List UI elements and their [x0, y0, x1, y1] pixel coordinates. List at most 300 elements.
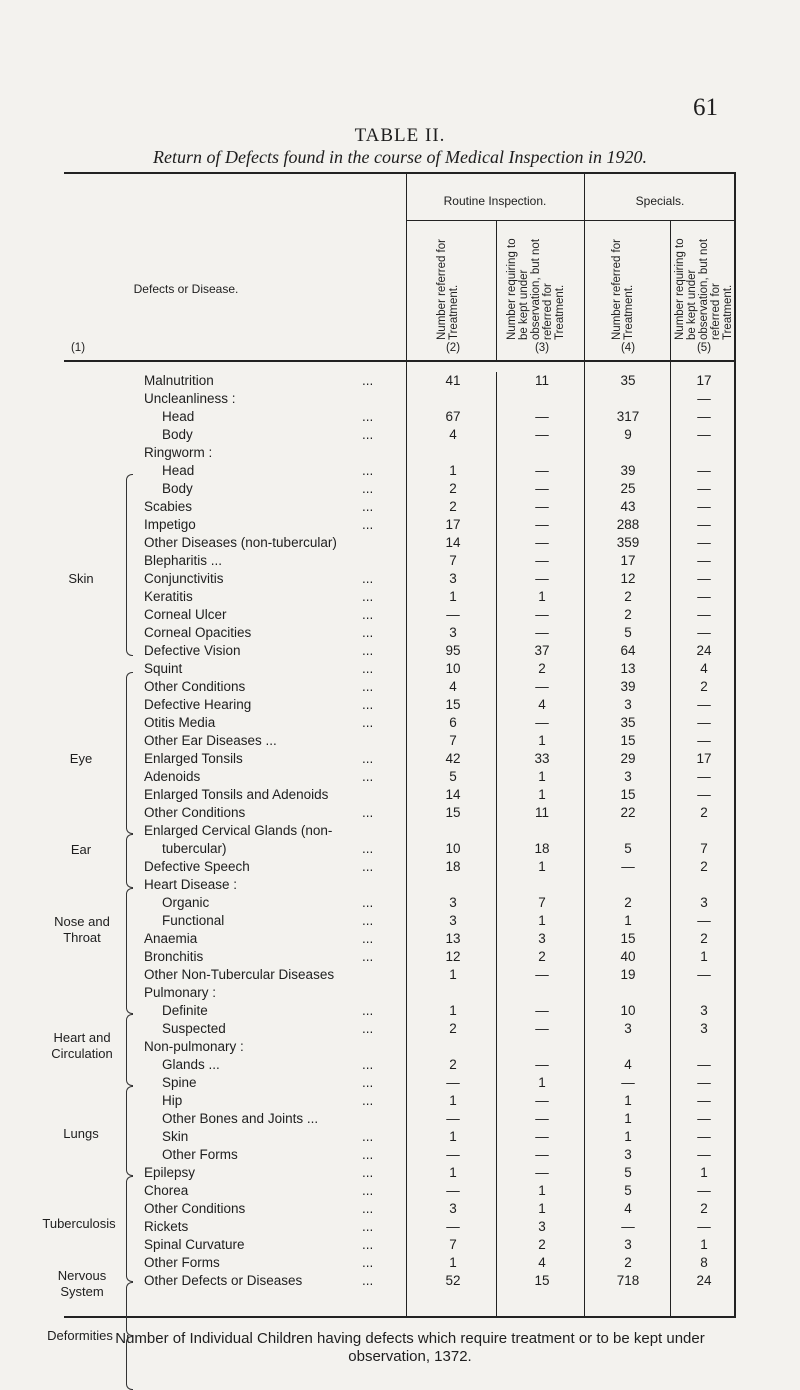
row-label: Body	[162, 427, 193, 442]
cell-c4: 4	[624, 1057, 632, 1072]
cell-c4: 3	[624, 1147, 632, 1162]
row-label: Bronchitis	[144, 949, 204, 964]
cell-c3: 1	[538, 1201, 546, 1216]
group-eye: Eye	[69, 751, 93, 766]
cell-c3: —	[535, 571, 549, 586]
table-row	[66, 822, 736, 840]
row-label: Rickets	[144, 1219, 189, 1234]
leader-dots: ...	[362, 751, 374, 766]
row-label: Definite	[162, 1003, 208, 1018]
cell-c5: —	[697, 967, 711, 982]
leader-dots: ...	[362, 1165, 374, 1180]
table-row	[66, 588, 736, 606]
leader-dots: ...	[362, 859, 374, 874]
cell-c5: —	[697, 1075, 711, 1090]
leader-dots: ...	[362, 589, 374, 604]
row-label: Conjunctivitis	[144, 571, 224, 586]
cell-c3: 4	[538, 697, 546, 712]
row-label: Corneal Ulcer	[144, 607, 227, 622]
cell-c5: —	[697, 625, 711, 640]
row-label: Hip	[162, 1093, 183, 1108]
bottom-rule	[64, 1316, 736, 1318]
leader-dots: ...	[362, 1201, 374, 1216]
row-label: Squint	[144, 661, 183, 676]
cell-c3: 7	[538, 895, 546, 910]
row-label: Adenoids	[144, 769, 201, 784]
table-row	[66, 984, 736, 1002]
cell-c5: 3	[700, 1021, 708, 1036]
table-row	[66, 1200, 736, 1218]
table-row	[66, 1092, 736, 1110]
row-label: Other Ear Diseases ...	[144, 733, 277, 748]
cell-c3: —	[535, 679, 549, 694]
table-row	[66, 768, 736, 786]
cell-c5: —	[697, 913, 711, 928]
table-row	[66, 1020, 736, 1038]
leader-dots: ...	[362, 1057, 374, 1072]
cell-c4: 5	[624, 1183, 632, 1198]
leader-dots: ...	[362, 1183, 374, 1198]
cell-c4: —	[621, 859, 635, 874]
table-row	[66, 480, 736, 498]
cell-c5: 1	[700, 1165, 708, 1180]
cell-c2: 1	[449, 1129, 457, 1144]
cell-c4: —	[621, 1219, 635, 1234]
row-label: Uncleanliness :	[144, 391, 236, 406]
cell-c3: 11	[534, 805, 549, 820]
cell-c5: 8	[700, 1255, 708, 1270]
table-row	[66, 966, 736, 984]
cell-c4: 3	[624, 697, 632, 712]
leader-dots: ...	[362, 1075, 374, 1090]
leader-dots: ...	[362, 607, 374, 622]
cell-c3: 4	[538, 1255, 546, 1270]
cell-c5: —	[697, 499, 711, 514]
cell-c5: 1	[700, 949, 708, 964]
cell-c3: —	[535, 1093, 549, 1108]
cell-c5: —	[697, 1219, 711, 1234]
group-skin: Skin	[68, 571, 94, 586]
table-row	[66, 876, 736, 894]
cell-c3: 1	[538, 787, 546, 802]
group-nervous-line2: System	[60, 1284, 104, 1299]
cell-c3: —	[535, 1111, 549, 1126]
cell-c2: 52	[445, 1273, 461, 1288]
cell-c3: —	[535, 517, 549, 532]
leader-dots: ...	[362, 913, 374, 928]
leader-dots: ...	[362, 625, 374, 640]
cell-c2: —	[446, 1183, 460, 1198]
cell-c4: 2	[624, 607, 632, 622]
table-row	[66, 372, 736, 390]
leader-dots: ...	[362, 679, 374, 694]
leader-dots: ...	[362, 643, 374, 658]
cell-c3: 2	[538, 1237, 546, 1252]
cell-c2: 2	[449, 1021, 457, 1036]
col4-header: Number referred for Treatment.	[611, 239, 635, 340]
table-row	[66, 1182, 736, 1200]
cell-c3: 3	[538, 1219, 546, 1234]
table-row	[66, 912, 736, 930]
cell-c3: 1	[538, 769, 546, 784]
cell-c4: 64	[620, 643, 636, 658]
row-label: Anaemia	[144, 931, 198, 946]
leader-dots: ...	[362, 1219, 374, 1234]
leader-dots: ...	[362, 931, 374, 946]
leader-dots: ...	[362, 517, 374, 532]
cell-c5: 17	[696, 751, 712, 766]
row-label: Defective Speech	[144, 859, 250, 874]
table-row	[66, 696, 736, 714]
col3-number: (3)	[534, 342, 550, 354]
row-label: Pulmonary :	[144, 985, 217, 1000]
cell-c5: —	[697, 535, 711, 550]
table-row	[66, 1110, 736, 1128]
group-nervous-line1: Nervous	[57, 1268, 107, 1283]
col2-number: (2)	[445, 342, 461, 354]
leader-dots: ...	[362, 1129, 374, 1144]
cell-c3: 2	[538, 949, 546, 964]
cell-c5: 24	[696, 643, 712, 658]
row-label: Glands ...	[162, 1057, 220, 1072]
table-row	[66, 1254, 736, 1272]
table-title: TABLE II.	[354, 125, 446, 146]
cell-c5: —	[697, 1183, 711, 1198]
cell-c4: 15	[620, 931, 636, 946]
cell-c3: —	[535, 1147, 549, 1162]
cell-c3: 11	[534, 373, 549, 388]
cell-c4: 1	[624, 1129, 632, 1144]
leader-dots: ...	[362, 427, 374, 442]
table-row	[66, 444, 736, 462]
table-row	[66, 624, 736, 642]
cell-c4: 12	[620, 571, 636, 586]
cell-c5: —	[697, 427, 711, 442]
table-row	[66, 678, 736, 696]
leader-dots: ...	[362, 1255, 374, 1270]
col4-number: (4)	[620, 342, 636, 354]
row-label: Other Bones and Joints ...	[162, 1111, 319, 1126]
row-label: Corneal Opacities	[144, 625, 252, 640]
cell-c4: 15	[620, 733, 636, 748]
cell-c4: 25	[620, 481, 636, 496]
row-label: Impetigo	[144, 517, 196, 532]
row-label: Malnutrition	[144, 373, 214, 388]
cell-c2: 1	[449, 1003, 457, 1018]
row-label: Defective Vision	[144, 643, 241, 658]
col1-number: (1)	[70, 342, 86, 354]
cell-c4: 1	[624, 1093, 632, 1108]
group-heart-line1: Heart and	[53, 1030, 111, 1045]
cell-c2: 13	[445, 931, 461, 946]
cell-c3: —	[535, 607, 549, 622]
cell-c4: 359	[616, 535, 640, 550]
row-label: tubercular)	[162, 841, 227, 856]
table-row	[66, 516, 736, 534]
cell-c4: 13	[620, 661, 636, 676]
leader-dots: ...	[362, 1003, 374, 1018]
cell-c3: —	[535, 481, 549, 496]
table-row	[66, 804, 736, 822]
cell-c2: 3	[449, 895, 457, 910]
cell-c5: —	[697, 1093, 711, 1108]
cell-c5: 7	[700, 841, 708, 856]
row-label: Scabies	[144, 499, 193, 514]
table-row	[66, 858, 736, 876]
table-row	[66, 660, 736, 678]
table-row	[66, 570, 736, 588]
row-label: Enlarged Tonsils and Adenoids	[144, 787, 329, 802]
table-row	[66, 642, 736, 660]
leader-dots: ...	[362, 409, 374, 424]
cell-c5: 2	[700, 679, 708, 694]
row-label: Skin	[162, 1129, 189, 1144]
cell-c2: 3	[449, 1201, 457, 1216]
cell-c2: 95	[445, 643, 461, 658]
cell-c3: 3	[538, 931, 546, 946]
leader-dots: ...	[362, 499, 374, 514]
cell-c3: —	[535, 1057, 549, 1072]
cell-c3: —	[535, 1003, 549, 1018]
row-label: Spinal Curvature	[144, 1237, 245, 1252]
cell-c3: —	[535, 409, 549, 424]
leader-dots: ...	[362, 373, 374, 388]
cell-c3: 1	[538, 859, 546, 874]
cell-c5: —	[697, 1129, 711, 1144]
cell-c2: 15	[445, 805, 461, 820]
cell-c4: 5	[624, 841, 632, 856]
cell-c2: 42	[445, 751, 461, 766]
table-row	[66, 1236, 736, 1254]
cell-c3: —	[535, 1165, 549, 1180]
leader-dots: ...	[362, 1093, 374, 1108]
cell-c2: 5	[449, 769, 457, 784]
row-label: Other Forms	[162, 1147, 238, 1162]
cell-c4: 4	[624, 1201, 632, 1216]
cell-c4: 2	[624, 589, 632, 604]
cell-c2: —	[446, 1075, 460, 1090]
cell-c2: 4	[449, 427, 457, 442]
cell-c2: —	[446, 1111, 460, 1126]
cell-c5: —	[697, 481, 711, 496]
table-row	[66, 1218, 736, 1236]
leader-dots: ...	[362, 697, 374, 712]
row-label: Suspected	[162, 1021, 226, 1036]
group-nose-throat-line2: Throat	[63, 930, 101, 945]
row-label: Keratitis	[144, 589, 193, 604]
leader-dots: ...	[362, 949, 374, 964]
cell-c5: 2	[700, 1201, 708, 1216]
row-label: Blepharitis ...	[144, 553, 223, 568]
cell-c3: 1	[538, 733, 546, 748]
cell-c4: 39	[620, 679, 636, 694]
cell-c5: —	[697, 1057, 711, 1072]
cell-c5: —	[697, 769, 711, 784]
cell-c3: —	[535, 535, 549, 550]
cell-c2: 1	[449, 463, 457, 478]
col-rule-2	[496, 220, 497, 360]
cell-c4: 43	[620, 499, 636, 514]
table-row	[66, 930, 736, 948]
specials-header: Specials.	[635, 194, 685, 208]
cell-c4: 3	[624, 769, 632, 784]
cell-c4: 19	[620, 967, 636, 982]
cell-c4: 10	[620, 1003, 636, 1018]
cell-c5: 2	[700, 859, 708, 874]
table-row	[66, 1128, 736, 1146]
row-label: Chorea	[144, 1183, 189, 1198]
cell-c5: —	[697, 391, 711, 406]
table-row	[66, 750, 736, 768]
row-label: Head	[162, 463, 195, 478]
cell-c4: 5	[624, 1165, 632, 1180]
table-row	[66, 840, 736, 858]
row-label: Otitis Media	[144, 715, 216, 730]
row-label: Other Conditions	[144, 805, 246, 820]
cell-c3: 18	[534, 841, 550, 856]
cell-c5: —	[697, 1111, 711, 1126]
table-row	[66, 1038, 736, 1056]
table-row	[66, 1056, 736, 1074]
cell-c5: —	[697, 697, 711, 712]
cell-c2: 10	[445, 661, 461, 676]
table-row	[66, 1272, 736, 1290]
row-label: Body	[162, 481, 193, 496]
cell-c2: 3	[449, 571, 457, 586]
cell-c4: 40	[620, 949, 636, 964]
group-heart-line2: Circulation	[51, 1046, 113, 1061]
cell-c2: 7	[449, 1237, 457, 1252]
table-row	[66, 552, 736, 570]
leader-dots: ...	[362, 571, 374, 586]
row-label: Heart Disease :	[144, 877, 238, 892]
cell-c3: —	[535, 715, 549, 730]
table-row	[66, 1164, 736, 1182]
table-row	[66, 408, 736, 426]
cell-c2: 1	[449, 1093, 457, 1108]
cell-c2: —	[446, 607, 460, 622]
table-row	[66, 786, 736, 804]
header-rule	[64, 360, 736, 362]
cell-c5: —	[697, 409, 711, 424]
row-label: Defective Hearing	[144, 697, 252, 712]
row-label: Non-pulmonary :	[144, 1039, 244, 1054]
cell-c2: 67	[445, 409, 461, 424]
cell-c2: 12	[445, 949, 461, 964]
leader-dots: ...	[362, 769, 374, 784]
brace-nervous	[126, 1282, 133, 1336]
cell-c3: —	[535, 463, 549, 478]
cell-c4: 3	[624, 1021, 632, 1036]
row-label: Ringworm :	[144, 445, 213, 460]
cell-c3: 37	[534, 643, 550, 658]
row-label: Epilepsy	[144, 1165, 196, 1180]
page-number: 61	[693, 94, 718, 121]
cell-c3: —	[535, 499, 549, 514]
cell-c4: 35	[620, 715, 636, 730]
cell-c2: 41	[445, 373, 461, 388]
cell-c3: —	[535, 1129, 549, 1144]
cell-c2: 1	[449, 967, 457, 982]
cell-c2: 1	[449, 1165, 457, 1180]
cell-c3: 1	[538, 1075, 546, 1090]
cell-c5: 1	[700, 1237, 708, 1252]
cell-c4: 1	[624, 1111, 632, 1126]
cell-c3: —	[535, 427, 549, 442]
cell-c5: —	[697, 715, 711, 730]
cell-c4: —	[621, 1075, 635, 1090]
cell-c3: —	[535, 1021, 549, 1036]
cell-c4: 1	[624, 913, 632, 928]
cell-c3: 1	[538, 589, 546, 604]
defects-table	[42, 172, 736, 1343]
row-label: Other Non-Tubercular Diseases	[144, 967, 335, 982]
cell-c5: 2	[700, 805, 708, 820]
cell-c2: 7	[449, 733, 457, 748]
cell-c2: 2	[449, 499, 457, 514]
row-label: Organic	[162, 895, 210, 910]
cell-c4: 35	[620, 373, 636, 388]
cell-c2: 17	[445, 517, 461, 532]
cell-c2: —	[446, 1147, 460, 1162]
defects-header: Defects or Disease.	[133, 282, 239, 296]
cell-c3: —	[535, 967, 549, 982]
cell-c4: 39	[620, 463, 636, 478]
leader-dots: ...	[362, 1273, 374, 1288]
col5-number: (5)	[696, 342, 712, 354]
routine-header: Routine Inspection.	[443, 194, 547, 208]
table-row	[66, 606, 736, 624]
cell-c2: 14	[445, 535, 461, 550]
col5-header: Number requiring to be kept under observation, but not referred for Treatment.	[674, 238, 734, 340]
group-nose-throat-line1: Nose and	[54, 914, 110, 929]
cell-c2: 2	[449, 1057, 457, 1072]
cell-c5: —	[697, 553, 711, 568]
cell-c3: 1	[538, 913, 546, 928]
row-label: Spine	[162, 1075, 197, 1090]
cell-c4: 317	[616, 409, 640, 424]
cell-c5: —	[697, 571, 711, 586]
cell-c2: 2	[449, 481, 457, 496]
cell-c2: 4	[449, 679, 457, 694]
leader-dots: ...	[362, 1021, 374, 1036]
leader-dots: ...	[362, 841, 374, 856]
leader-dots: ...	[362, 715, 374, 730]
leader-dots: ...	[362, 481, 374, 496]
row-label: Enlarged Cervical Glands (non-	[144, 823, 333, 838]
leader-dots: ...	[362, 805, 374, 820]
table-row	[66, 426, 736, 444]
cell-c5: —	[697, 463, 711, 478]
cell-c2: 6	[449, 715, 457, 730]
leader-dots: ...	[362, 1147, 374, 1162]
table-subtitle: Return of Defects found in the course of Medical Inspection in 1920.	[153, 147, 647, 167]
table-row	[66, 498, 736, 516]
cell-c3: 1	[538, 1183, 546, 1198]
table-row	[66, 714, 736, 732]
row-label: Other Forms	[144, 1255, 220, 1270]
cell-c2: 1	[449, 589, 457, 604]
table-row	[66, 390, 736, 408]
row-label: Enlarged Tonsils	[144, 751, 243, 766]
cell-c5: —	[697, 589, 711, 604]
group-deformities: Deformities	[47, 1328, 113, 1343]
cell-c5: —	[697, 1147, 711, 1162]
group-lungs: Lungs	[63, 1126, 99, 1141]
subheader-rule	[406, 220, 736, 221]
cell-c4: 718	[616, 1273, 640, 1288]
cell-c4: 2	[624, 1255, 632, 1270]
